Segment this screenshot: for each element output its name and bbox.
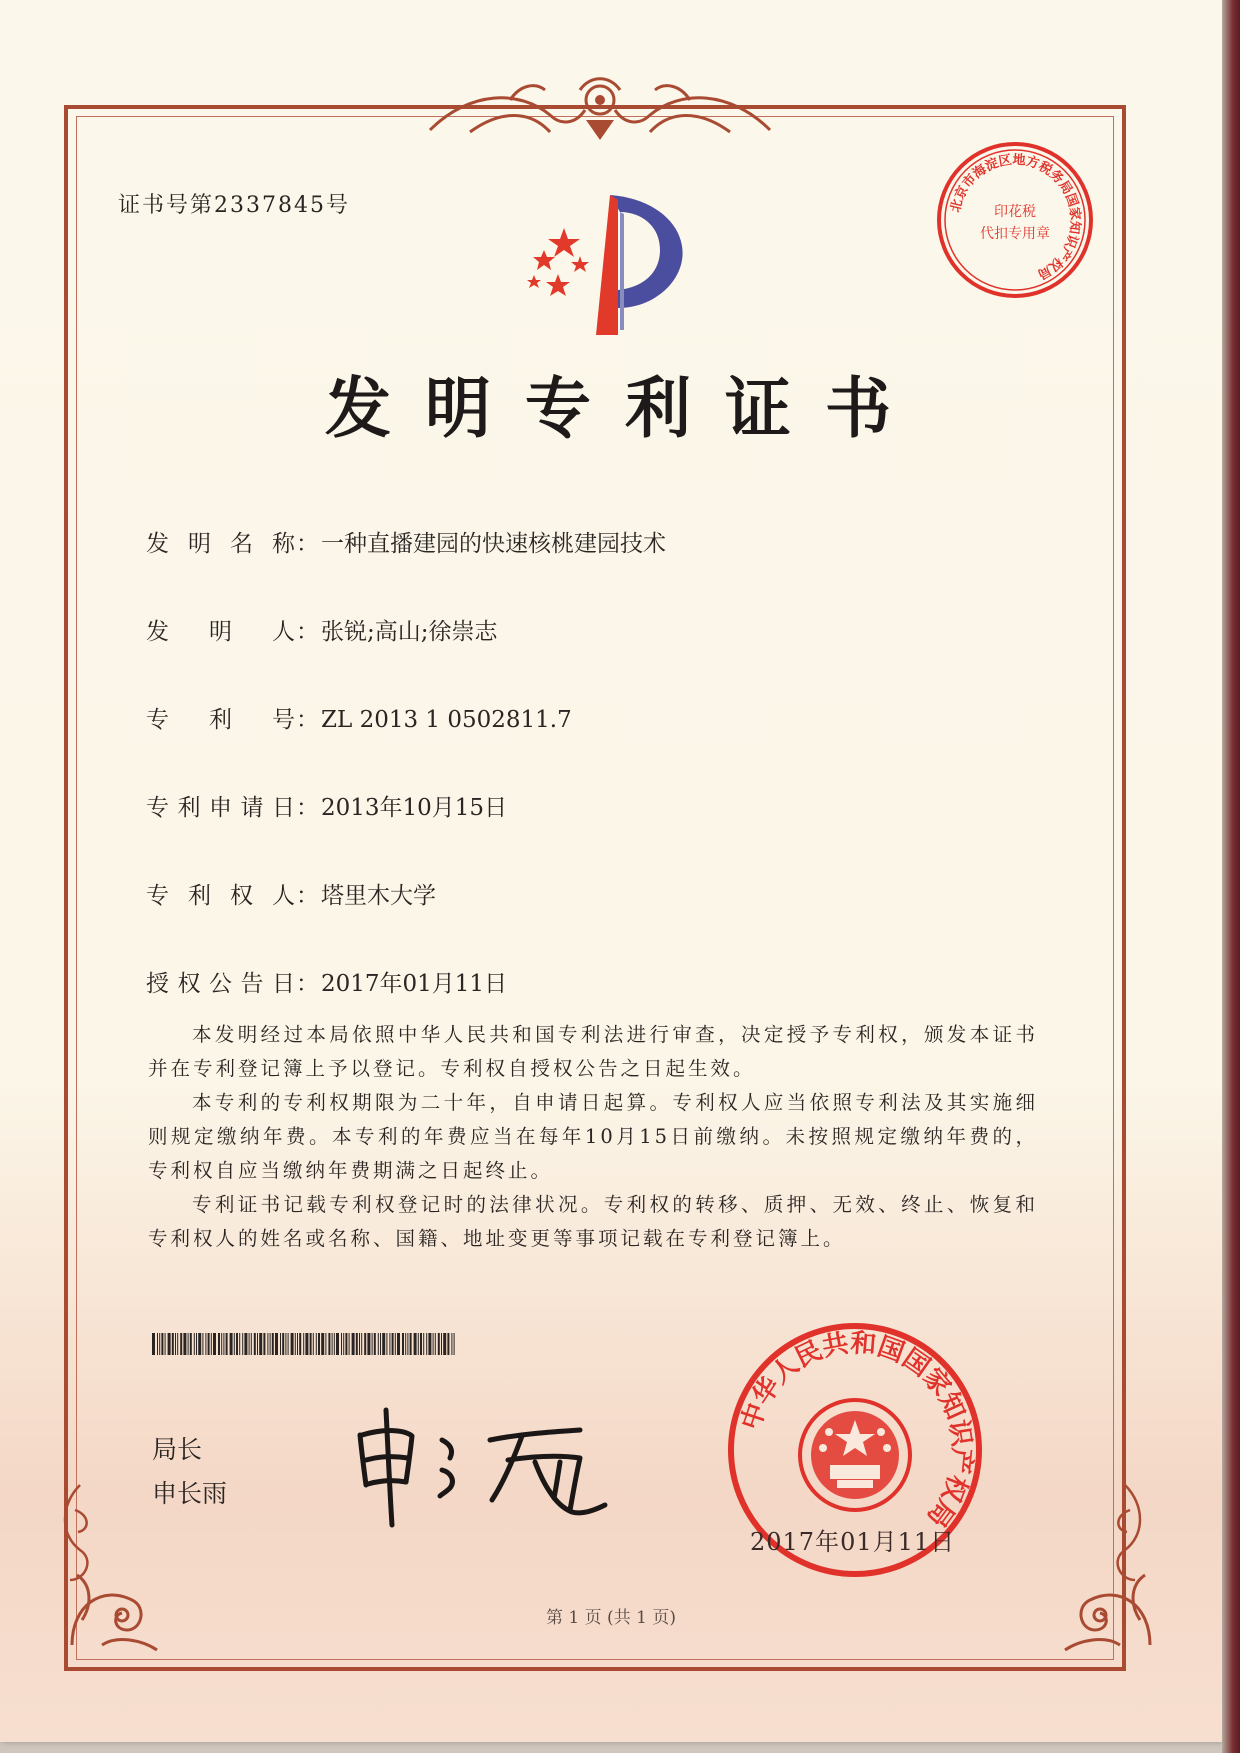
barcode-bar bbox=[321, 1333, 324, 1355]
field-value: 2013年10月15日 bbox=[321, 795, 508, 821]
barcode-bar bbox=[239, 1333, 240, 1355]
barcode-bar bbox=[198, 1333, 201, 1355]
body-paragraph: 本专利的专利权期限为二十年，自申请日起算。专利权人应当依照专利法及其实施细则规定缴纳年费。本专利的年费应当在每年10月15日前缴纳。未按照规定缴纳年费的，专利权自应当缴纳年费期满之日起终止。 bbox=[148, 1091, 1038, 1182]
barcode-bar bbox=[423, 1333, 424, 1355]
field-colon: ： bbox=[296, 707, 319, 733]
barcode-bar bbox=[341, 1333, 342, 1355]
barcode-bar bbox=[420, 1333, 422, 1355]
director-title: 局长 bbox=[152, 1435, 203, 1464]
barcode-bar bbox=[234, 1333, 235, 1355]
barcode-bar bbox=[251, 1333, 252, 1355]
barcode-bar bbox=[205, 1333, 206, 1355]
field-colon: ： bbox=[296, 795, 319, 821]
barcode-bar bbox=[194, 1333, 195, 1355]
barcode-bar bbox=[336, 1333, 339, 1355]
barcode-bar bbox=[254, 1333, 256, 1355]
top-ornament bbox=[410, 70, 790, 150]
barcode-bar bbox=[441, 1333, 442, 1355]
side-ornament-right bbox=[1105, 1480, 1165, 1590]
barcode-bar bbox=[213, 1333, 216, 1355]
barcode-bar bbox=[343, 1333, 344, 1355]
director-signature bbox=[350, 1400, 620, 1530]
barcode-bar bbox=[313, 1333, 314, 1355]
barcode-bar bbox=[382, 1333, 385, 1355]
field-colon: ： bbox=[296, 883, 319, 909]
barcode-bar bbox=[263, 1333, 265, 1355]
national-emblem-icon bbox=[800, 1400, 910, 1510]
barcode-bar bbox=[414, 1333, 417, 1355]
barcode-bar bbox=[361, 1333, 362, 1355]
barcode-bar bbox=[374, 1333, 376, 1355]
barcode-bar bbox=[318, 1333, 320, 1355]
field-value: 一种直播建园的快速核桃建园技术 bbox=[321, 531, 666, 557]
barcode-bar bbox=[280, 1333, 281, 1355]
barcode-bar bbox=[451, 1333, 452, 1355]
barcode-bar bbox=[196, 1333, 197, 1355]
field-grant-date bbox=[146, 965, 507, 998]
barcode-bar bbox=[257, 1333, 258, 1355]
barcode-bar bbox=[443, 1333, 446, 1355]
barcode-bar bbox=[392, 1333, 394, 1355]
patent-emblem-icon bbox=[500, 190, 700, 335]
barcode-bar bbox=[297, 1333, 298, 1355]
barcode-bar bbox=[367, 1333, 370, 1355]
barcode-bar bbox=[202, 1333, 203, 1355]
field-label: 专利权人 bbox=[146, 883, 296, 909]
field-value: 张锐;高山;徐崇志 bbox=[321, 619, 498, 645]
barcode-bar bbox=[218, 1333, 220, 1355]
barcode-bar bbox=[177, 1333, 178, 1355]
side-ornament-left bbox=[40, 1480, 100, 1590]
barcode-bar bbox=[402, 1333, 404, 1355]
barcode-bar bbox=[378, 1333, 379, 1355]
tax-seal-center-2: 代扣专用章 bbox=[980, 226, 1050, 242]
barcode-bar bbox=[405, 1333, 406, 1355]
field-invention-name bbox=[146, 525, 666, 558]
barcode-bar bbox=[267, 1333, 268, 1355]
barcode-bar bbox=[236, 1333, 238, 1355]
field-label: 授权公告日 bbox=[146, 971, 296, 997]
barcode-bar bbox=[159, 1333, 160, 1355]
barcode-bar bbox=[157, 1333, 158, 1355]
field-value: 塔里木大学 bbox=[321, 883, 436, 909]
barcode-bar bbox=[168, 1333, 171, 1355]
barcode-bar bbox=[372, 1333, 373, 1355]
body-paragraph: 专利证书记载专利权登记时的法律状况。专利权的转移、质押、无效、终止、恢复和专利权人的姓名或名称、国籍、地址变更等事项记载在专利登记簿上。 bbox=[148, 1193, 1038, 1250]
barcode-bar bbox=[426, 1333, 427, 1355]
barcode-bar bbox=[407, 1333, 408, 1355]
barcode-bar bbox=[172, 1333, 174, 1355]
barcode-bar bbox=[288, 1333, 289, 1355]
barcode-bar bbox=[386, 1333, 387, 1355]
barcode-bar bbox=[389, 1333, 390, 1355]
barcode-bar bbox=[249, 1333, 250, 1355]
barcode-bar bbox=[291, 1333, 294, 1355]
barcode-bar bbox=[223, 1333, 224, 1355]
barcode-bar bbox=[175, 1333, 176, 1355]
field-value: ZL 2013 1 0502811.7 bbox=[321, 707, 572, 733]
page-footer: 第 1 页 (共 1 页) bbox=[546, 1608, 676, 1628]
barcode-bar bbox=[345, 1333, 347, 1355]
barcode-bar bbox=[359, 1333, 360, 1355]
barcode-bar bbox=[285, 1333, 286, 1355]
body-paragraph: 本发明经过本局依照中华人民共和国专利法进行审查，决定授予专利权，颁发本证书并在专利登记簿上予以登记。专利权自授权公告之日起生效。 bbox=[148, 1023, 1038, 1080]
page-title: 发明专利证书 bbox=[325, 369, 925, 447]
field-colon: ： bbox=[296, 619, 319, 645]
barcode-bar bbox=[226, 1333, 228, 1355]
barcode-bar bbox=[334, 1333, 335, 1355]
barcode-bar bbox=[325, 1333, 326, 1355]
field-label: 专利号 bbox=[146, 707, 296, 733]
barcode-bar bbox=[299, 1333, 301, 1355]
barcode-bar bbox=[282, 1333, 284, 1355]
tax-stamp-seal bbox=[935, 140, 1095, 300]
barcode-bar bbox=[352, 1333, 355, 1355]
field-colon: ： bbox=[296, 531, 319, 557]
barcode-bar bbox=[418, 1333, 419, 1355]
barcode-bar bbox=[410, 1333, 412, 1355]
barcode-bar bbox=[428, 1333, 431, 1355]
barcode-bar bbox=[270, 1333, 271, 1355]
barcode-bar bbox=[328, 1333, 330, 1355]
certificate-body-text bbox=[148, 1018, 1038, 1256]
barcode-bar bbox=[161, 1333, 163, 1355]
barcode-bar bbox=[349, 1333, 350, 1355]
tax-seal-ring-text: 北京市海淀区地方税务局国家知识产权局 bbox=[948, 152, 1083, 282]
barcode-bar bbox=[230, 1333, 233, 1355]
field-inventors bbox=[146, 613, 498, 646]
barcode-bar bbox=[395, 1333, 396, 1355]
field-label: 发明人 bbox=[146, 619, 296, 645]
barcode-bar bbox=[211, 1333, 212, 1355]
barcode-bar bbox=[303, 1333, 304, 1355]
barcode-bar bbox=[364, 1333, 366, 1355]
barcode-bar bbox=[152, 1333, 155, 1355]
barcode-bar bbox=[275, 1333, 278, 1355]
barcode-bar bbox=[305, 1333, 308, 1355]
field-colon: ： bbox=[296, 971, 319, 997]
barcode-bar bbox=[259, 1333, 262, 1355]
barcode-bar bbox=[316, 1333, 317, 1355]
director-name: 申长雨 bbox=[152, 1479, 228, 1508]
barcode-bar bbox=[433, 1333, 434, 1355]
barcode-bar bbox=[244, 1333, 247, 1355]
barcode-bar bbox=[332, 1333, 333, 1355]
field-label: 专利申请日 bbox=[146, 795, 296, 821]
barcode-bar bbox=[165, 1333, 166, 1355]
barcode-bar bbox=[356, 1333, 358, 1355]
barcode-bar bbox=[272, 1333, 274, 1355]
field-label: 发明名称 bbox=[146, 531, 296, 557]
barcode-bar bbox=[454, 1333, 455, 1355]
binding-edge bbox=[1222, 0, 1240, 1753]
barcode-bar bbox=[183, 1333, 186, 1355]
barcode-bar bbox=[397, 1333, 400, 1355]
barcode-bar bbox=[221, 1333, 222, 1355]
issue-date: 2017年01月11日 bbox=[750, 1528, 956, 1556]
certificate-number: 证书号第2337845号 bbox=[118, 193, 350, 218]
barcode-bar bbox=[310, 1333, 312, 1355]
field-value: 2017年01月11日 bbox=[321, 971, 508, 997]
tax-seal-center-1: 印花税 bbox=[994, 204, 1036, 220]
barcode bbox=[152, 1333, 457, 1355]
barcode-bar bbox=[242, 1333, 243, 1355]
barcode-bar bbox=[447, 1333, 449, 1355]
barcode-bar bbox=[180, 1333, 182, 1355]
office-seal-ring-text: 中华人民共和国国家知识产权局 bbox=[736, 1328, 977, 1533]
barcode-bar bbox=[295, 1333, 296, 1355]
barcode-bar bbox=[190, 1333, 192, 1355]
barcode-bar bbox=[208, 1333, 210, 1355]
field-application-date bbox=[146, 789, 507, 822]
barcode-bar bbox=[188, 1333, 189, 1355]
barcode-bar bbox=[380, 1333, 381, 1355]
field-patentee bbox=[146, 877, 436, 910]
barcode-bar bbox=[438, 1333, 440, 1355]
barcode-bar bbox=[435, 1333, 436, 1355]
field-patent-number bbox=[146, 701, 572, 734]
